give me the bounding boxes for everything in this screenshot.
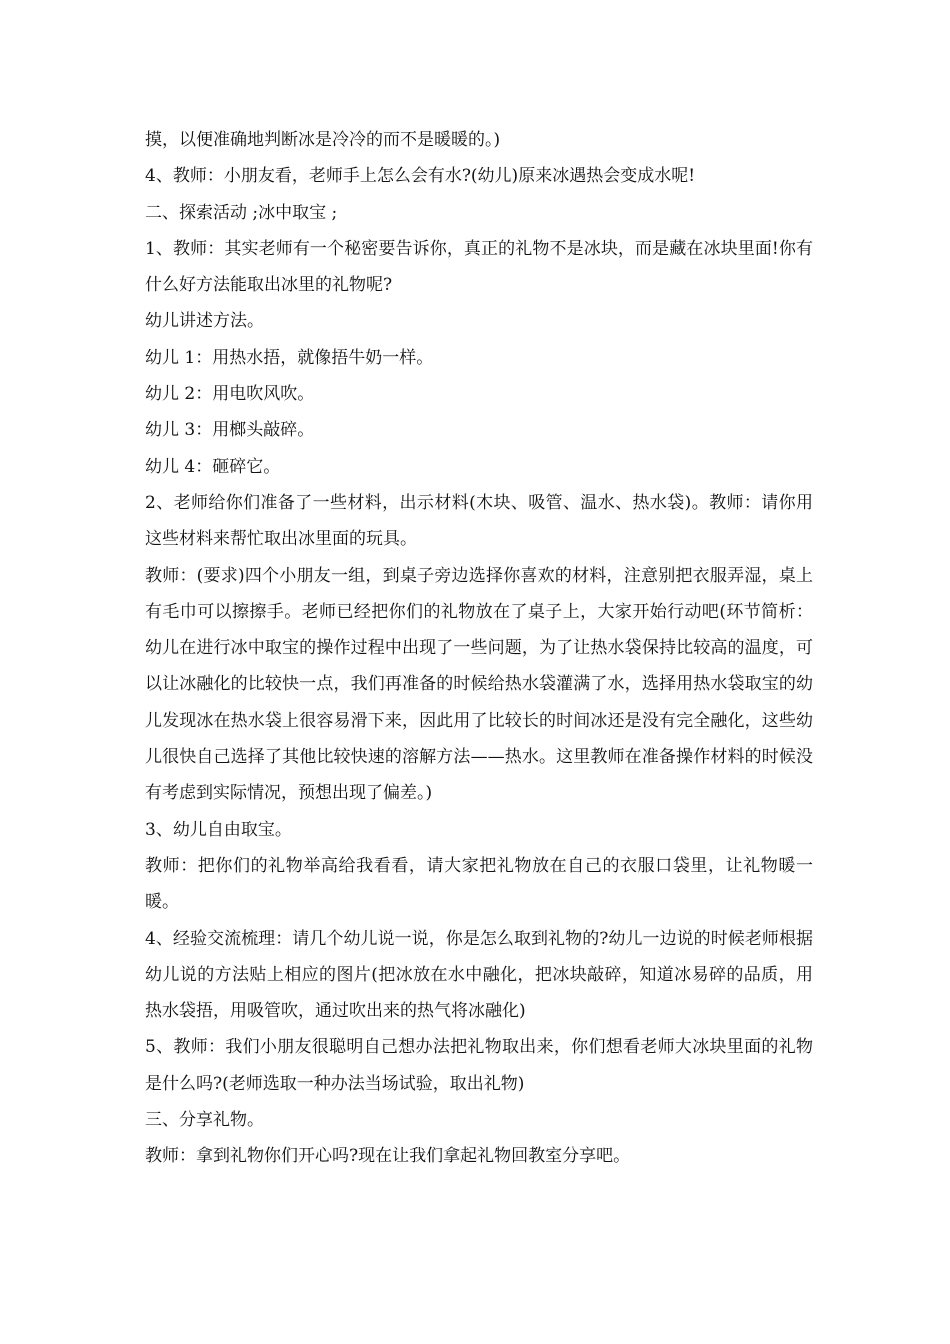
list-item: 幼儿 4：砸碎它。 [145, 456, 281, 477]
list-item: 幼儿 1：用热水捂，就像捂牛奶一样。 [145, 347, 434, 368]
document-body [145, 122, 813, 1175]
section-heading: 三、分享礼物。 [145, 1110, 264, 1131]
list-item: 幼儿 3：用榔头敲碎。 [145, 420, 315, 441]
paragraph: 教师：(要求)四个小朋友一组，到桌子旁边选择你喜欢的材料，注意别把衣服弄湿，桌上有毛巾可以擦擦手。老师已经把你们的礼物放在了桌子上，大家开始行动吧(环节简析：幼儿在进行冰中取宝的操作过程中出现了一些问题，为了让热水袋保持比较高的温度，可以让冰融化的比较快一点，我们再准备的时候给热水袋灌满了水，选择用热水袋取宝的幼儿发现冰在热水袋上很容易滑下来，因此用了比较长的时间冰还是没有完全融化，这些幼儿很快自己选择了其他比较快速的溶解方法——热水。这里教师在准备操作材料的时候没有考虑到实际情况，预想出现了偏差。) [145, 565, 813, 804]
list-item: 幼儿 2：用电吹风吹。 [145, 384, 315, 405]
paragraph: 1、教师：其实老师有一个秘密要告诉你，真正的礼物不是冰块，而是藏在冰块里面!你有什么好方法能取出冰里的礼物呢? [145, 238, 813, 296]
paragraph: 4、教师：小朋友看，老师手上怎么会有水?(幼儿)原来冰遇热会变成水呢! [145, 166, 696, 187]
paragraph: 摸，以便准确地判断冰是冷冷的而不是暖暖的。) [145, 130, 501, 150]
paragraph: 3、幼儿自由取宝。 [145, 819, 292, 840]
paragraph: 2、老师给你们准备了一些材料，出示材料(木块、吸管、温水、热水袋)。教师：请你用这些材料来帮忙取出冰里面的玩具。 [145, 492, 813, 550]
paragraph: 教师：把你们的礼物举高给我看看，请大家把礼物放在自己的衣服口袋里，让礼物暖一暖。 [145, 855, 813, 913]
paragraph: 4、经验交流梳理：请几个幼儿说一说，你是怎么取到礼物的?幼儿一边说的时候老师根据幼儿说的方法贴上相应的图片(把冰放在水中融化，把冰块敲碎，知道冰易碎的品质，用热水袋捂，用吸管吹，通过吹出来的热气将冰融化) [145, 928, 813, 1022]
paragraph: 教师：拿到礼物你们开心吗?现在让我们拿起礼物回教室分享吧。 [145, 1146, 631, 1167]
paragraph: 幼儿讲述方法。 [145, 311, 264, 332]
section-heading: 二、探索活动 ;冰中取宝 ; [145, 202, 338, 223]
paragraph: 5、教师：我们小朋友很聪明自己想办法把礼物取出来，你们想看老师大冰块里面的礼物是什么吗?(老师选取一种办法当场试验，取出礼物) [145, 1037, 813, 1094]
